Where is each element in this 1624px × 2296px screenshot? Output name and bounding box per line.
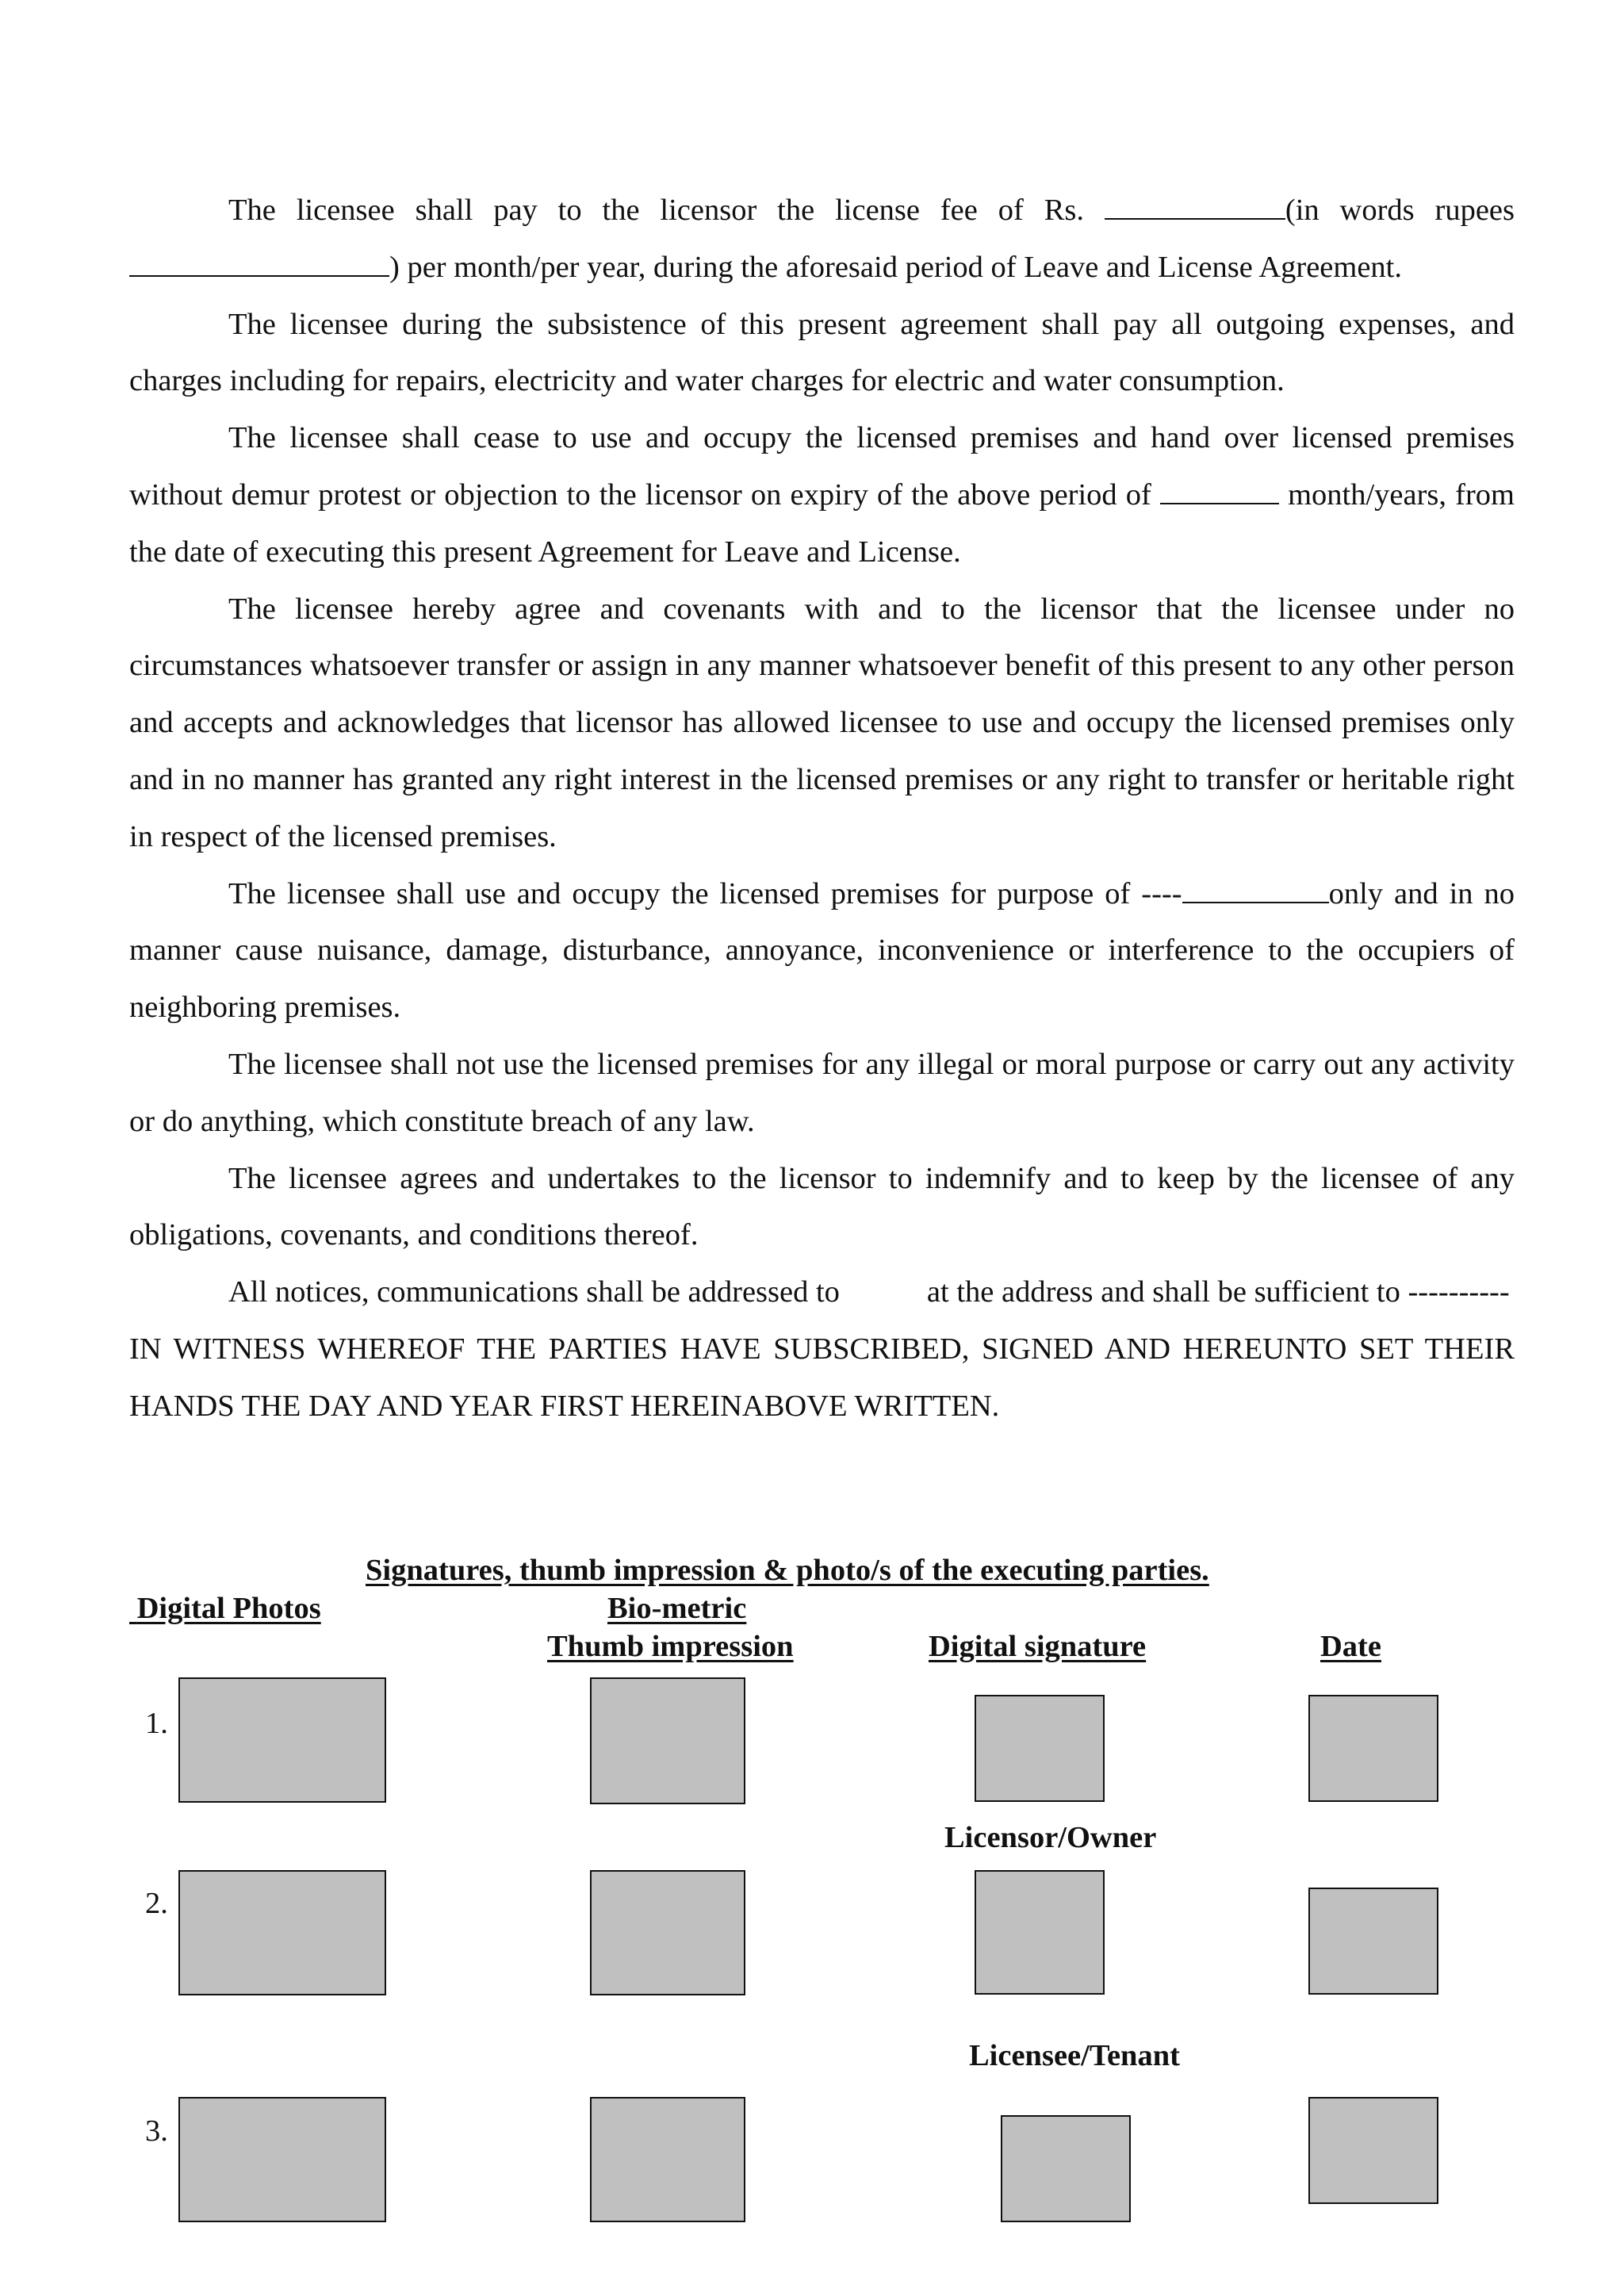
paragraph-no-illegal-use: The licensee shall not use the licensed premises for any illegal or moral purpose or carry out any activity or do anything, which constitute breach of any law.	[129, 1047, 1515, 1138]
date-box-3[interactable]	[1308, 2097, 1438, 2204]
fee-amount-blank	[1105, 189, 1285, 220]
column-digital-photos-label: Digital Photos	[136, 1592, 321, 1625]
notices-text-a: All notices, communications shall be addressed to	[228, 1275, 840, 1309]
column-digital-photos	[129, 1590, 321, 1627]
signature-box-2[interactable]	[975, 1870, 1105, 1995]
license-fee-text-a: The licensee shall pay to the licensor the license fee of Rs.	[228, 194, 1105, 227]
column-date: Date	[1320, 1630, 1381, 1663]
period-blank	[1160, 473, 1279, 504]
fee-words-blank	[129, 246, 389, 277]
signatures-heading: Signatures, thumb impression & photo/s of the executing parties.	[366, 1554, 1209, 1587]
date-box-1[interactable]	[1308, 1695, 1438, 1802]
row-number-3: 3.	[145, 2114, 168, 2148]
photo-box-3[interactable]	[178, 2097, 386, 2222]
photo-box-2[interactable]	[178, 1870, 386, 1995]
cease-use-text-a: The licensee shall cease to use and occupy the licensed premises and hand over licensed premises without demur protest or objection to the licensor on expiry of the above period of	[129, 421, 1515, 512]
row-number-1: 1.	[145, 1707, 168, 1740]
agreement-body	[129, 182, 1515, 1435]
notices-text-b: at the address and shall be sufficient to ----------	[926, 1275, 1510, 1309]
paragraph-notices	[129, 1264, 1515, 1321]
label-licensor-owner: Licensor/Owner	[944, 1821, 1157, 1854]
signature-box-3[interactable]	[1001, 2115, 1131, 2222]
purpose-text-a: The licensee shall use and occupy the licensed premises for purpose of ----	[228, 876, 1182, 910]
column-thumb-impression: Thumb impression	[547, 1630, 794, 1663]
paragraph-cease-use	[129, 410, 1515, 581]
thumb-box-2[interactable]	[590, 1870, 745, 1995]
label-licensee-tenant: Licensee/Tenant	[969, 2039, 1180, 2072]
cease-use-text-b: month/years, from the date of executing this present Agreement for Leave and License.	[129, 477, 1515, 569]
row-number-2: 2.	[145, 1887, 168, 1920]
date-box-2[interactable]	[1308, 1888, 1438, 1995]
paragraph-purpose	[129, 866, 1515, 1037]
photo-box-1[interactable]	[178, 1677, 386, 1803]
thumb-box-3[interactable]	[590, 2097, 745, 2222]
witness-clause: IN WITNESS WHEREOF THE PARTIES HAVE SUBSCRIBED, SIGNED AND HEREUNTO SET THEIR HANDS THE DAY AND YEAR FIRST HEREINABOVE WRITTEN.	[129, 1332, 1515, 1423]
license-fee-text-c: ) per month/per year, during the aforesaid period of Leave and License Agreement.	[389, 250, 1402, 284]
license-fee-text-b: (in words rupees	[1285, 194, 1515, 227]
signature-box-1[interactable]	[975, 1695, 1105, 1802]
purpose-text-b: only and in no manner cause nuisance, damage, disturbance, annoyance, inconvenience or interference to the occupiers of neighboring premises.	[129, 876, 1515, 1025]
thumb-box-1[interactable]	[590, 1677, 745, 1804]
paragraph-no-transfer: The licensee hereby agree and covenants with and to the licensor that the licensee under no circumstances whatsoever transfer or assign in any manner whatsoever benefit of this present to any other person and accepts and acknowledges that licensor has allowed licensee to use and occupy the licensed premises only and in no manner has granted any right interest in the licensed premises or any right to transfer or heritable right in respect of the licensed premises.	[129, 592, 1515, 853]
paragraph-license-fee	[129, 182, 1515, 297]
column-bio-metric: Bio-metric	[607, 1592, 747, 1625]
purpose-blank	[1182, 872, 1329, 903]
column-digital-signature: Digital signature	[929, 1630, 1147, 1663]
paragraph-indemnify: The licensee agrees and undertakes to the licensor to indemnify and to keep by the licensee of any obligations, covenants, and conditions thereof.	[129, 1161, 1515, 1252]
paragraph-expenses: The licensee during the subsistence of this present agreement shall pay all outgoing expenses, and charges including for repairs, electricity and water charges for electric and water consumption.	[129, 307, 1515, 398]
